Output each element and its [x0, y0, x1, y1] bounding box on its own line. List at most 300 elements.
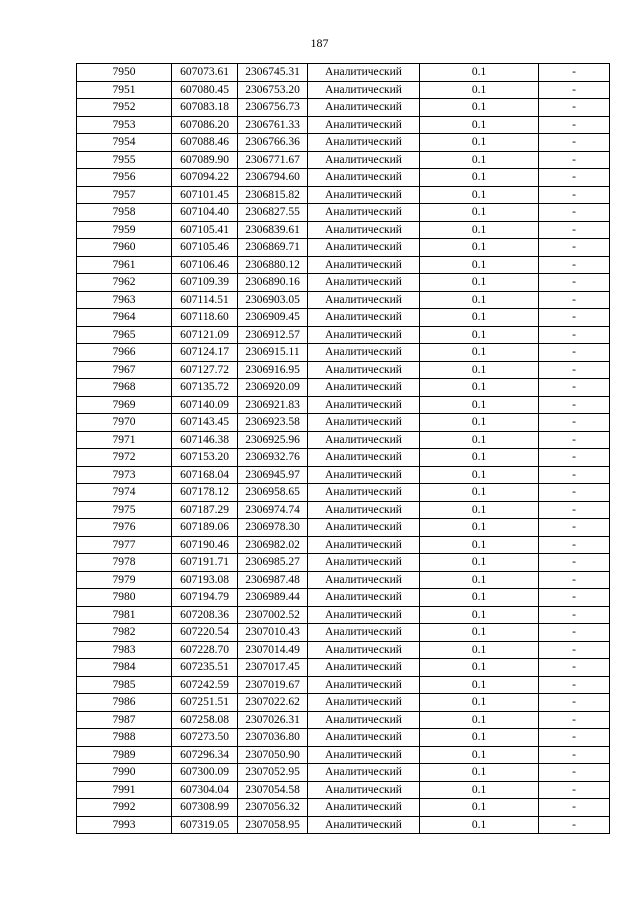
point-number-cell: 7968	[77, 379, 172, 397]
table-row	[77, 239, 610, 257]
accuracy-cell: 0.1	[420, 694, 539, 712]
x-coordinate-cell: 607104.40	[172, 204, 238, 222]
table-row	[77, 134, 610, 152]
x-coordinate-cell: 607114.51	[172, 291, 238, 309]
point-number-cell: 7972	[77, 449, 172, 467]
point-number-cell: 7956	[77, 169, 172, 187]
note-cell: -	[539, 589, 610, 607]
method-cell: Аналитический	[308, 536, 420, 554]
y-coordinate-cell: 2307010.43	[238, 624, 308, 642]
y-coordinate-cell: 2306916.95	[238, 361, 308, 379]
note-cell: -	[539, 239, 610, 257]
method-cell: Аналитический	[308, 816, 420, 834]
note-cell: -	[539, 606, 610, 624]
table-row	[77, 449, 610, 467]
table-row	[77, 676, 610, 694]
x-coordinate-cell: 607146.38	[172, 431, 238, 449]
y-coordinate-cell: 2307019.67	[238, 676, 308, 694]
method-cell: Аналитический	[308, 571, 420, 589]
x-coordinate-cell: 607304.04	[172, 781, 238, 799]
x-coordinate-cell: 607273.50	[172, 729, 238, 747]
accuracy-cell: 0.1	[420, 589, 539, 607]
x-coordinate-cell: 607086.20	[172, 116, 238, 134]
x-coordinate-cell: 607080.45	[172, 81, 238, 99]
note-cell: -	[539, 326, 610, 344]
x-coordinate-cell: 607135.72	[172, 379, 238, 397]
note-cell: -	[539, 291, 610, 309]
note-cell: -	[539, 676, 610, 694]
y-coordinate-cell: 2307014.49	[238, 641, 308, 659]
table-row	[77, 624, 610, 642]
method-cell: Аналитический	[308, 764, 420, 782]
note-cell: -	[539, 221, 610, 239]
accuracy-cell: 0.1	[420, 449, 539, 467]
y-coordinate-cell: 2307022.62	[238, 694, 308, 712]
y-coordinate-cell: 2307054.58	[238, 781, 308, 799]
table-row	[77, 641, 610, 659]
accuracy-cell: 0.1	[420, 816, 539, 834]
x-coordinate-cell: 607187.29	[172, 501, 238, 519]
note-cell: -	[539, 116, 610, 134]
note-cell: -	[539, 204, 610, 222]
method-cell: Аналитический	[308, 204, 420, 222]
x-coordinate-cell: 607127.72	[172, 361, 238, 379]
accuracy-cell: 0.1	[420, 379, 539, 397]
method-cell: Аналитический	[308, 134, 420, 152]
accuracy-cell: 0.1	[420, 256, 539, 274]
x-coordinate-cell: 607140.09	[172, 396, 238, 414]
table-row	[77, 274, 610, 292]
y-coordinate-cell: 2307058.95	[238, 816, 308, 834]
method-cell: Аналитический	[308, 99, 420, 117]
x-coordinate-cell: 607308.99	[172, 799, 238, 817]
accuracy-cell: 0.1	[420, 799, 539, 817]
note-cell: -	[539, 711, 610, 729]
point-number-cell: 7977	[77, 536, 172, 554]
note-cell: -	[539, 466, 610, 484]
accuracy-cell: 0.1	[420, 501, 539, 519]
method-cell: Аналитический	[308, 676, 420, 694]
accuracy-cell: 0.1	[420, 134, 539, 152]
y-coordinate-cell: 2307026.31	[238, 711, 308, 729]
point-number-cell: 7960	[77, 239, 172, 257]
note-cell: -	[539, 449, 610, 467]
y-coordinate-cell: 2306766.36	[238, 134, 308, 152]
x-coordinate-cell: 607194.79	[172, 589, 238, 607]
point-number-cell: 7983	[77, 641, 172, 659]
accuracy-cell: 0.1	[420, 81, 539, 99]
point-number-cell: 7965	[77, 326, 172, 344]
y-coordinate-cell: 2306890.16	[238, 274, 308, 292]
x-coordinate-cell: 607258.08	[172, 711, 238, 729]
point-number-cell: 7969	[77, 396, 172, 414]
y-coordinate-cell: 2306974.74	[238, 501, 308, 519]
point-number-cell: 7992	[77, 799, 172, 817]
accuracy-cell: 0.1	[420, 729, 539, 747]
y-coordinate-cell: 2307017.45	[238, 659, 308, 677]
y-coordinate-cell: 2306815.82	[238, 186, 308, 204]
accuracy-cell: 0.1	[420, 746, 539, 764]
table-row	[77, 816, 610, 834]
note-cell: -	[539, 309, 610, 327]
method-cell: Аналитический	[308, 116, 420, 134]
accuracy-cell: 0.1	[420, 361, 539, 379]
table-row	[77, 781, 610, 799]
x-coordinate-cell: 607073.61	[172, 64, 238, 82]
point-number-cell: 7959	[77, 221, 172, 239]
x-coordinate-cell: 607220.54	[172, 624, 238, 642]
note-cell: -	[539, 501, 610, 519]
x-coordinate-cell: 607089.90	[172, 151, 238, 169]
method-cell: Аналитический	[308, 449, 420, 467]
accuracy-cell: 0.1	[420, 221, 539, 239]
y-coordinate-cell: 2307050.90	[238, 746, 308, 764]
table-row	[77, 256, 610, 274]
point-number-cell: 7989	[77, 746, 172, 764]
point-number-cell: 7953	[77, 116, 172, 134]
point-number-cell: 7970	[77, 414, 172, 432]
y-coordinate-cell: 2307036.80	[238, 729, 308, 747]
note-cell: -	[539, 746, 610, 764]
accuracy-cell: 0.1	[420, 764, 539, 782]
note-cell: -	[539, 151, 610, 169]
x-coordinate-cell: 607190.46	[172, 536, 238, 554]
table-row	[77, 326, 610, 344]
accuracy-cell: 0.1	[420, 659, 539, 677]
point-number-cell: 7991	[77, 781, 172, 799]
note-cell: -	[539, 414, 610, 432]
y-coordinate-cell: 2306761.33	[238, 116, 308, 134]
x-coordinate-cell: 607193.08	[172, 571, 238, 589]
x-coordinate-cell: 607105.46	[172, 239, 238, 257]
y-coordinate-cell: 2306987.48	[238, 571, 308, 589]
point-number-cell: 7979	[77, 571, 172, 589]
y-coordinate-cell: 2306958.65	[238, 484, 308, 502]
table-row	[77, 309, 610, 327]
accuracy-cell: 0.1	[420, 431, 539, 449]
point-number-cell: 7982	[77, 624, 172, 642]
point-number-cell: 7973	[77, 466, 172, 484]
accuracy-cell: 0.1	[420, 606, 539, 624]
x-coordinate-cell: 607143.45	[172, 414, 238, 432]
point-number-cell: 7986	[77, 694, 172, 712]
point-number-cell: 7993	[77, 816, 172, 834]
note-cell: -	[539, 81, 610, 99]
x-coordinate-cell: 607109.39	[172, 274, 238, 292]
y-coordinate-cell: 2306925.96	[238, 431, 308, 449]
point-number-cell: 7962	[77, 274, 172, 292]
note-cell: -	[539, 169, 610, 187]
y-coordinate-cell: 2306912.57	[238, 326, 308, 344]
accuracy-cell: 0.1	[420, 676, 539, 694]
x-coordinate-cell: 607191.71	[172, 554, 238, 572]
y-coordinate-cell: 2306989.44	[238, 589, 308, 607]
accuracy-cell: 0.1	[420, 151, 539, 169]
accuracy-cell: 0.1	[420, 624, 539, 642]
method-cell: Аналитический	[308, 256, 420, 274]
y-coordinate-cell: 2306839.61	[238, 221, 308, 239]
table-row	[77, 799, 610, 817]
method-cell: Аналитический	[308, 659, 420, 677]
note-cell: -	[539, 361, 610, 379]
method-cell: Аналитический	[308, 239, 420, 257]
method-cell: Аналитический	[308, 186, 420, 204]
point-number-cell: 7964	[77, 309, 172, 327]
method-cell: Аналитический	[308, 746, 420, 764]
note-cell: -	[539, 799, 610, 817]
accuracy-cell: 0.1	[420, 274, 539, 292]
note-cell: -	[539, 134, 610, 152]
point-number-cell: 7987	[77, 711, 172, 729]
method-cell: Аналитический	[308, 221, 420, 239]
point-number-cell: 7958	[77, 204, 172, 222]
point-number-cell: 7954	[77, 134, 172, 152]
y-coordinate-cell: 2306915.11	[238, 344, 308, 362]
method-cell: Аналитический	[308, 501, 420, 519]
x-coordinate-cell: 607105.41	[172, 221, 238, 239]
x-coordinate-cell: 607153.20	[172, 449, 238, 467]
note-cell: -	[539, 659, 610, 677]
note-cell: -	[539, 186, 610, 204]
method-cell: Аналитический	[308, 606, 420, 624]
table-row	[77, 151, 610, 169]
accuracy-cell: 0.1	[420, 99, 539, 117]
table-row	[77, 99, 610, 117]
table-row	[77, 81, 610, 99]
y-coordinate-cell: 2306921.83	[238, 396, 308, 414]
method-cell: Аналитический	[308, 484, 420, 502]
y-coordinate-cell: 2306903.05	[238, 291, 308, 309]
point-number-cell: 7975	[77, 501, 172, 519]
y-coordinate-cell: 2306794.60	[238, 169, 308, 187]
x-coordinate-cell: 607083.18	[172, 99, 238, 117]
accuracy-cell: 0.1	[420, 309, 539, 327]
method-cell: Аналитический	[308, 519, 420, 537]
point-number-cell: 7974	[77, 484, 172, 502]
note-cell: -	[539, 274, 610, 292]
table-row	[77, 379, 610, 397]
method-cell: Аналитический	[308, 466, 420, 484]
accuracy-cell: 0.1	[420, 204, 539, 222]
accuracy-cell: 0.1	[420, 536, 539, 554]
table-row	[77, 431, 610, 449]
x-coordinate-cell: 607124.17	[172, 344, 238, 362]
x-coordinate-cell: 607242.59	[172, 676, 238, 694]
table-row	[77, 466, 610, 484]
table-row	[77, 694, 610, 712]
y-coordinate-cell: 2306982.02	[238, 536, 308, 554]
y-coordinate-cell: 2306880.12	[238, 256, 308, 274]
note-cell: -	[539, 641, 610, 659]
x-coordinate-cell: 607189.06	[172, 519, 238, 537]
method-cell: Аналитический	[308, 624, 420, 642]
point-number-cell: 7961	[77, 256, 172, 274]
accuracy-cell: 0.1	[420, 291, 539, 309]
coordinates-table	[76, 63, 610, 834]
point-number-cell: 7980	[77, 589, 172, 607]
accuracy-cell: 0.1	[420, 64, 539, 82]
method-cell: Аналитический	[308, 151, 420, 169]
point-number-cell: 7955	[77, 151, 172, 169]
accuracy-cell: 0.1	[420, 571, 539, 589]
note-cell: -	[539, 571, 610, 589]
x-coordinate-cell: 607228.70	[172, 641, 238, 659]
table-row	[77, 501, 610, 519]
y-coordinate-cell: 2306920.09	[238, 379, 308, 397]
table-row	[77, 204, 610, 222]
x-coordinate-cell: 607106.46	[172, 256, 238, 274]
accuracy-cell: 0.1	[420, 641, 539, 659]
point-number-cell: 7984	[77, 659, 172, 677]
accuracy-cell: 0.1	[420, 466, 539, 484]
y-coordinate-cell: 2306771.67	[238, 151, 308, 169]
y-coordinate-cell: 2307002.52	[238, 606, 308, 624]
note-cell: -	[539, 256, 610, 274]
y-coordinate-cell: 2306978.30	[238, 519, 308, 537]
x-coordinate-cell: 607319.05	[172, 816, 238, 834]
note-cell: -	[539, 379, 610, 397]
method-cell: Аналитический	[308, 554, 420, 572]
accuracy-cell: 0.1	[420, 554, 539, 572]
x-coordinate-cell: 607121.09	[172, 326, 238, 344]
x-coordinate-cell: 607178.12	[172, 484, 238, 502]
note-cell: -	[539, 729, 610, 747]
x-coordinate-cell: 607300.09	[172, 764, 238, 782]
x-coordinate-cell: 607101.45	[172, 186, 238, 204]
note-cell: -	[539, 536, 610, 554]
table-row	[77, 746, 610, 764]
point-number-cell: 7985	[77, 676, 172, 694]
note-cell: -	[539, 396, 610, 414]
y-coordinate-cell: 2306869.71	[238, 239, 308, 257]
note-cell: -	[539, 344, 610, 362]
table-row	[77, 659, 610, 677]
table-row	[77, 554, 610, 572]
note-cell: -	[539, 64, 610, 82]
method-cell: Аналитический	[308, 781, 420, 799]
table-row	[77, 519, 610, 537]
method-cell: Аналитический	[308, 274, 420, 292]
table-row	[77, 414, 610, 432]
method-cell: Аналитический	[308, 326, 420, 344]
y-coordinate-cell: 2306945.97	[238, 466, 308, 484]
x-coordinate-cell: 607208.36	[172, 606, 238, 624]
table-row	[77, 764, 610, 782]
point-number-cell: 7988	[77, 729, 172, 747]
method-cell: Аналитический	[308, 711, 420, 729]
point-number-cell: 7963	[77, 291, 172, 309]
note-cell: -	[539, 781, 610, 799]
note-cell: -	[539, 554, 610, 572]
method-cell: Аналитический	[308, 309, 420, 327]
accuracy-cell: 0.1	[420, 326, 539, 344]
table-row	[77, 169, 610, 187]
table-row	[77, 571, 610, 589]
method-cell: Аналитический	[308, 344, 420, 362]
accuracy-cell: 0.1	[420, 781, 539, 799]
point-number-cell: 7951	[77, 81, 172, 99]
table-row	[77, 64, 610, 82]
point-number-cell: 7967	[77, 361, 172, 379]
table-row	[77, 536, 610, 554]
accuracy-cell: 0.1	[420, 239, 539, 257]
method-cell: Аналитический	[308, 64, 420, 82]
x-coordinate-cell: 607296.34	[172, 746, 238, 764]
accuracy-cell: 0.1	[420, 344, 539, 362]
table-row	[77, 116, 610, 134]
note-cell: -	[539, 431, 610, 449]
x-coordinate-cell: 607235.51	[172, 659, 238, 677]
table-row	[77, 711, 610, 729]
note-cell: -	[539, 694, 610, 712]
y-coordinate-cell: 2306745.31	[238, 64, 308, 82]
table-row	[77, 606, 610, 624]
note-cell: -	[539, 764, 610, 782]
method-cell: Аналитический	[308, 641, 420, 659]
accuracy-cell: 0.1	[420, 116, 539, 134]
table-row	[77, 291, 610, 309]
table-row	[77, 361, 610, 379]
y-coordinate-cell: 2306756.73	[238, 99, 308, 117]
accuracy-cell: 0.1	[420, 519, 539, 537]
note-cell: -	[539, 484, 610, 502]
accuracy-cell: 0.1	[420, 169, 539, 187]
accuracy-cell: 0.1	[420, 186, 539, 204]
point-number-cell: 7976	[77, 519, 172, 537]
note-cell: -	[539, 99, 610, 117]
method-cell: Аналитический	[308, 169, 420, 187]
method-cell: Аналитический	[308, 589, 420, 607]
point-number-cell: 7971	[77, 431, 172, 449]
note-cell: -	[539, 816, 610, 834]
table-row	[77, 729, 610, 747]
point-number-cell: 7950	[77, 64, 172, 82]
table-row	[77, 186, 610, 204]
point-number-cell: 7990	[77, 764, 172, 782]
accuracy-cell: 0.1	[420, 711, 539, 729]
y-coordinate-cell: 2306753.20	[238, 81, 308, 99]
y-coordinate-cell: 2307056.32	[238, 799, 308, 817]
accuracy-cell: 0.1	[420, 414, 539, 432]
y-coordinate-cell: 2306932.76	[238, 449, 308, 467]
table-row	[77, 344, 610, 362]
method-cell: Аналитический	[308, 291, 420, 309]
x-coordinate-cell: 607168.04	[172, 466, 238, 484]
method-cell: Аналитический	[308, 396, 420, 414]
method-cell: Аналитический	[308, 379, 420, 397]
method-cell: Аналитический	[308, 414, 420, 432]
accuracy-cell: 0.1	[420, 396, 539, 414]
table-row	[77, 589, 610, 607]
point-number-cell: 7978	[77, 554, 172, 572]
table-row	[77, 221, 610, 239]
point-number-cell: 7957	[77, 186, 172, 204]
y-coordinate-cell: 2307052.95	[238, 764, 308, 782]
x-coordinate-cell: 607088.46	[172, 134, 238, 152]
point-number-cell: 7952	[77, 99, 172, 117]
y-coordinate-cell: 2306909.45	[238, 309, 308, 327]
method-cell: Аналитический	[308, 361, 420, 379]
y-coordinate-cell: 2306827.55	[238, 204, 308, 222]
table-row	[77, 484, 610, 502]
method-cell: Аналитический	[308, 81, 420, 99]
method-cell: Аналитический	[308, 694, 420, 712]
table-body	[77, 64, 610, 834]
note-cell: -	[539, 624, 610, 642]
point-number-cell: 7981	[77, 606, 172, 624]
page-number: 187	[310, 36, 329, 50]
x-coordinate-cell: 607251.51	[172, 694, 238, 712]
